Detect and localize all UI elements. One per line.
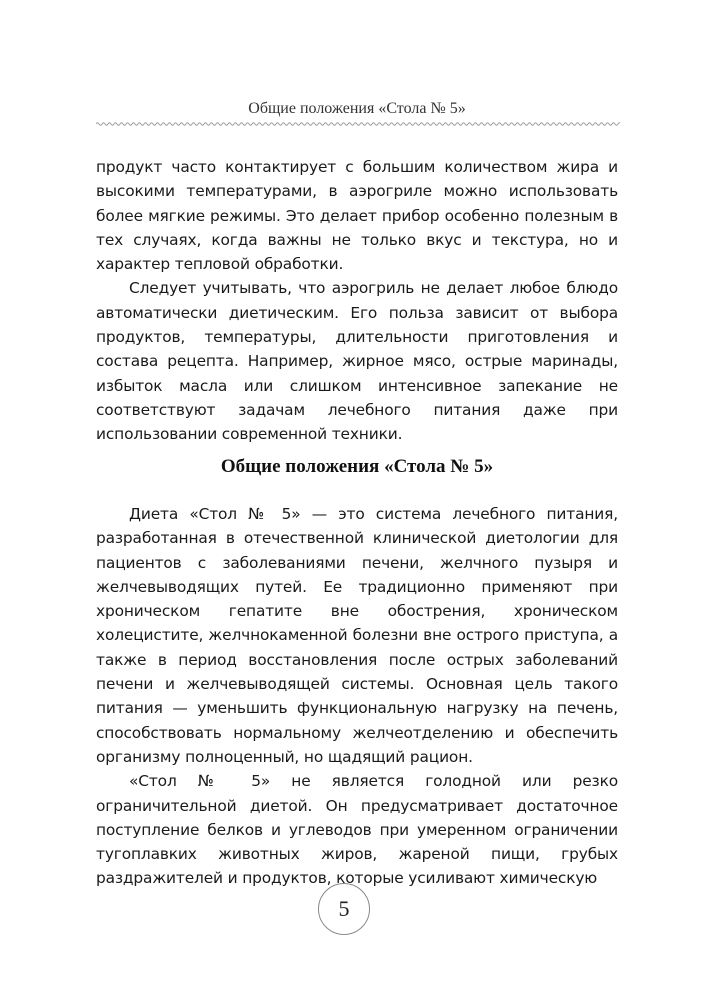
running-header: Общие положения «Стола № 5» [248, 100, 466, 117]
paragraph: Диета «Стол № 5» — это система лечебного питания, разработанная в отечественной клинической диетологии для пациентов с заболеваниями печени, желчного пузыря и желчевыводящих путей. Ее традиционно применяют при хроническом гепатите вне обострения, хроническом холецистите, желчнокаменной болезни вне острого приступа, а также в период восстановления после острых заболеваний печени и желчевыводящей системы. Основная цель такого питания — уменьшить функциональную нагрузку на печень, способствовать нормальному желчеотделению и обеспечить организму полноценный, но щадящий рацион. [96, 505, 618, 766]
section-heading: Общие положения «Стола № 5» [220, 456, 494, 477]
header-wavy-rule [96, 120, 620, 128]
paragraph: продукт часто контактирует с большим количеством жира и высокими температурами, в аэрогриле можно использовать более мягкие режимы. Это делает прибор особенно полезным в тех случаях, когда важны не только вкус и текстура, но и характер тепловой обработки. [96, 158, 618, 274]
section-body-text [96, 502, 618, 891]
paragraph: «Стол № 5» не является голодной или резко ограничительной диетой. Он предусматривает достаточное поступление белков и углеводов при умеренном ограничении тугоплавких животных жиров, жареной пищи, грубых раздражителей и продуктов, которые усиливают химическую [96, 772, 618, 888]
paragraph: Следует учитывать, что аэрогриль не делает любое блюдо автоматически диетическим. Его польза зависит от выбора продуктов, температуры, длительности приготовления и состава рецепта. Например, жирное мясо, острые маринады, избыток масла или слишком интенсивное запекание не соответствуют задачам лечебного питания даже при использовании современной техники. [96, 279, 618, 444]
page-number: 5 [338, 896, 350, 921]
continuation-text [96, 155, 618, 447]
